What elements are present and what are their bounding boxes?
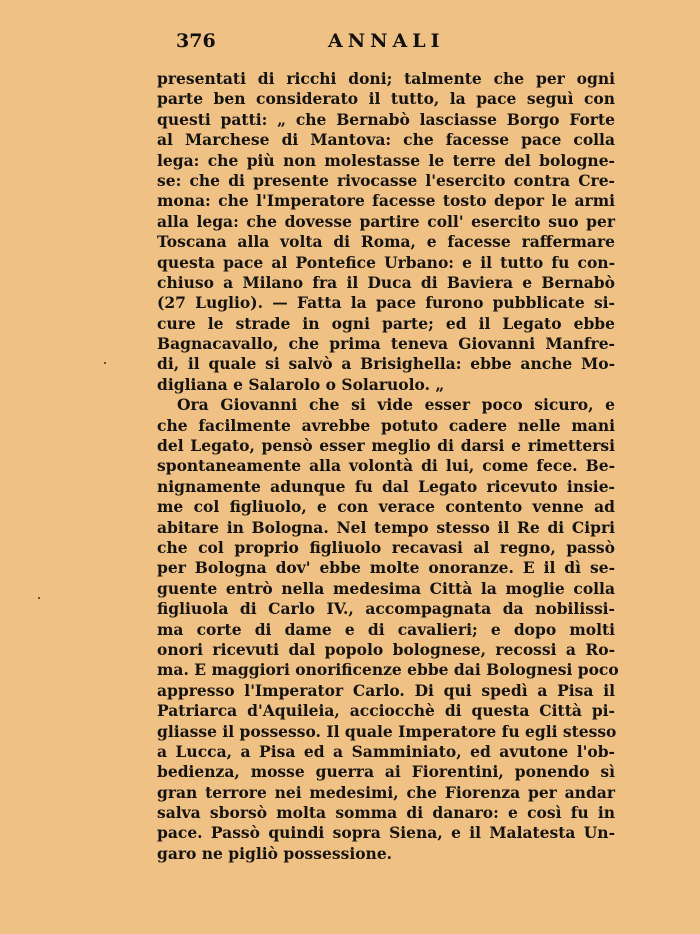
text-line: chiuso a Milano fra il Duca di Baviera e Bernabò bbox=[157, 272, 615, 292]
page-header bbox=[0, 30, 700, 58]
paragraph-2 bbox=[157, 395, 619, 864]
text-line: mona: che l'Imperatore facesse tosto depor le armi bbox=[157, 191, 615, 211]
page-number: 376 bbox=[176, 30, 216, 52]
text-line: ma. E maggiori onorificenze ebbe dai Bolognesi poco bbox=[157, 660, 619, 680]
text-line: che facilmente avrebbe potuto cadere nelle mani bbox=[157, 415, 615, 435]
text-line: digliana e Salarolo o Solaruolo. „ bbox=[157, 374, 445, 394]
text-line: spontaneamente alla volontà di lui, come fece. Be- bbox=[157, 456, 615, 476]
text-line: pace. Passò quindi sopra Siena, e il Malatesta Un- bbox=[157, 823, 615, 843]
text-line: questa pace al Pontefice Urbano: e il tutto fu con- bbox=[157, 252, 615, 272]
text-line: Bagnacavallo, che prima teneva Giovanni Manfre- bbox=[157, 334, 615, 354]
text-line: Toscana alla volta di Roma, e facesse raffermare bbox=[157, 232, 615, 252]
text-line: a Lucca, a Pisa ed a Samminiato, ed avutone l'ob- bbox=[157, 741, 615, 761]
text-line: cure le strade in ogni parte; ed il Legato ebbe bbox=[157, 313, 615, 333]
text-line: Patriarca d'Aquileia, acciocchè di questa Città pi- bbox=[157, 701, 615, 721]
text-line: gliasse il possesso. Il quale Imperatore fu egli stesso bbox=[157, 721, 617, 741]
text-line: guente entrò nella medesima Città la moglie colla bbox=[157, 578, 615, 598]
text-line: alla lega: che dovesse partire coll' esercito suo per bbox=[157, 211, 615, 231]
text-line: se: che di presente rivocasse l'esercito contra Cre- bbox=[157, 170, 615, 190]
text-line: al Marchese di Mantova: che facesse pace colla bbox=[157, 130, 615, 150]
text-line: (27 Luglio). — Fatta la pace furono pubblicate si- bbox=[157, 293, 615, 313]
running-head: ANNALI bbox=[328, 30, 445, 52]
text-line: che col proprio figliuolo recavasi al regno, passò bbox=[157, 537, 615, 557]
text-line: salva sborsò molta somma di danaro: e così fu in bbox=[157, 803, 615, 823]
text-line: parte ben considerato il tutto, la pace seguì con bbox=[157, 89, 615, 109]
paragraph-1 bbox=[157, 69, 615, 395]
text-line: bedienza, mosse guerra ai Fiorentini, ponendo sì bbox=[157, 762, 615, 782]
text-line: garo ne pigliò possessione. bbox=[157, 843, 393, 863]
text-line: lega: che più non molestasse le terre del bologne- bbox=[157, 150, 615, 170]
ink-speck bbox=[104, 362, 106, 364]
text-line: del Legato, pensò esser meglio di darsi e rimettersi bbox=[157, 436, 615, 456]
text-line: Ora Giovanni che si vide esser poco sicuro, e bbox=[177, 395, 615, 415]
ink-speck bbox=[38, 597, 40, 599]
text-line: appresso l'Imperator Carlo. Di qui spedì a Pisa il bbox=[157, 680, 615, 700]
text-line: questi patti: „ che Bernabò lasciasse Borgo Forte bbox=[157, 109, 615, 129]
text-line: presentati di ricchi doni; talmente che per ogni bbox=[157, 69, 615, 88]
text-line: nignamente adunque fu dal Legato ricevuto insie- bbox=[157, 476, 615, 496]
text-line: ma corte di dame e di cavalieri; e dopo molti bbox=[157, 619, 615, 639]
text-line: onori ricevuti dal popolo bolognese, recossi a Ro- bbox=[157, 639, 615, 659]
text-line: di, il quale si salvò a Brisighella: ebbe anche Mo- bbox=[157, 354, 615, 374]
text-line: figliuola di Carlo IV., accompagnata da nobilissi- bbox=[157, 599, 615, 619]
text-line: abitare in Bologna. Nel tempo stesso il Re di Cipri bbox=[157, 517, 615, 537]
text-line: per Bologna dov' ebbe molte onoranze. E il dì se- bbox=[157, 558, 615, 578]
text-line: me col figliuolo, e con verace contento venne ad bbox=[157, 497, 615, 517]
text-line: gran terrore nei medesimi, che Fiorenza per andar bbox=[157, 782, 615, 802]
body-text bbox=[157, 69, 619, 864]
